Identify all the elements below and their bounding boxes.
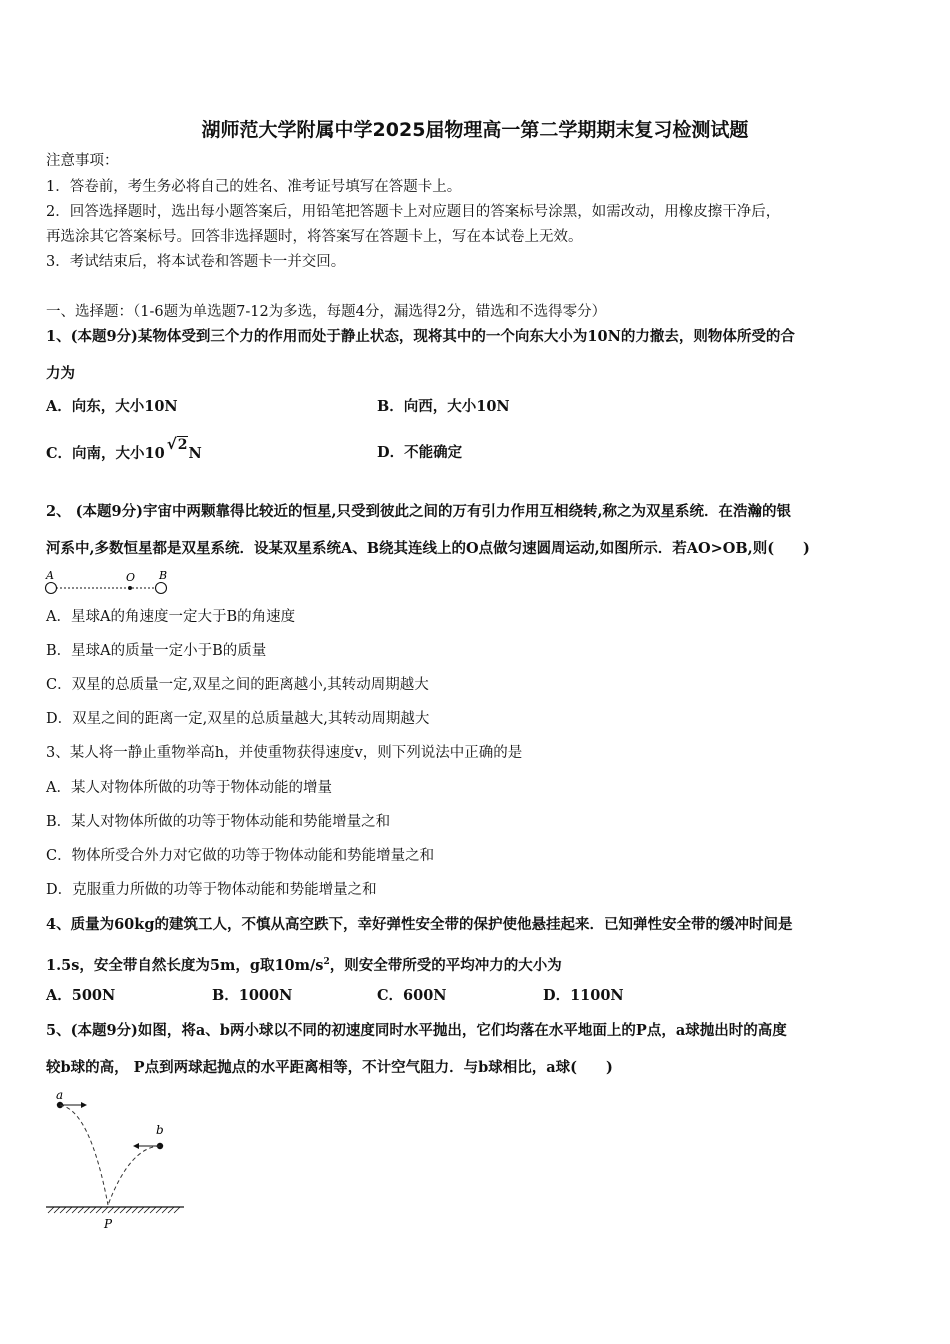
q2-option-d: D．双星之间的距离一定,双星的总质量越大,其转动周期越大: [46, 711, 430, 727]
q2-option-c: C．双星的总质量一定,双星之间的距离越小,其转动周期越大: [46, 677, 429, 693]
q1-option-a: A．向东，大小10N: [46, 398, 178, 415]
projectile-figure: [40, 1085, 190, 1235]
q4-stem-text: 1.5s，安全带自然长度为5m，g取10m/s: [46, 956, 324, 974]
trajectory-b: [108, 1146, 160, 1205]
trajectory-a: [60, 1105, 108, 1205]
q4-stem: 4、质量为60kg的建筑工人，不慎从高空跌下，幸好弹性安全带的保护使他悬挂起来．已知弹性安全带的缓冲时间是: [46, 916, 793, 933]
notice-item: 再选涂其它答案标号。回答非选择题时，将答案写在答题卡上，写在本试卷上无效。: [46, 229, 583, 245]
superscript: 2: [323, 957, 330, 967]
q1-option-c-text: C．向南，大小10: [46, 445, 165, 462]
q1-option-c: [46, 435, 202, 463]
notice-item: 3．考试结束后，将本试卷和答题卡一并交回。: [46, 254, 346, 270]
q1-option-b: B．向西，大小10N: [377, 398, 510, 415]
q5-stem: 5、(本题9分)如图，将a、b两小球以不同的初速度同时水平抛出，它们均落在水平地面上的P点，a球抛出时的高度: [46, 1022, 787, 1039]
q4-option-c: C．600N: [377, 987, 447, 1004]
q1-stem: 1、(本题9分)某物体受到三个力的作用而处于静止状态，现将其中的一个向东大小为10N的力撤去，则物体所受的合: [46, 328, 795, 345]
label-b: B: [159, 569, 168, 582]
center-o-dot: [128, 586, 132, 590]
q3-stem: 3、某人将一静止重物举高h，并使重物获得速度v，则下列说法中正确的是: [46, 745, 523, 761]
label-a: A: [46, 569, 54, 582]
star-a-circle: [46, 583, 57, 594]
page-title: 湖师范大学附属中学2025届物理高一第二学期期末复习检测试题: [201, 119, 749, 141]
q5-stem-cont: 较b球的高， P点到两球起抛点的水平距离相等，不计空气阻力．与b球相比，a球( ): [46, 1059, 613, 1076]
q3-option-a: A．某人对物体所做的功等于物体动能的增量: [46, 780, 332, 796]
q3-option-d: D．克服重力所做的功等于物体动能和势能增量之和: [46, 882, 377, 898]
q2-stem-cont: 河系中,多数恒星都是双星系统．设某双星系统A、B绕其连线上的O点做匀速圆周运动,如图所示．若AO>OB,则( ): [46, 540, 810, 557]
sqrt-radicand: 2: [177, 437, 188, 453]
q3-option-c: C．物体所受合外力对它做的功等于物体动能和势能增量之和: [46, 848, 435, 864]
label-o: O: [126, 571, 136, 584]
label-ball-a: a: [56, 1088, 64, 1102]
star-b-circle: [156, 583, 167, 594]
q4-stem-text-end: ，则安全带所受的平均冲力的大小为: [329, 956, 562, 974]
q3-option-b: B．某人对物体所做的功等于物体动能和势能增量之和: [46, 814, 391, 830]
label-ball-b: b: [156, 1123, 164, 1137]
sqrt-symbol: √2: [166, 435, 188, 453]
notice-item: 1．答卷前，考生务必将自己的姓名、准考证号填写在答题卡上。: [46, 179, 462, 195]
q4-option-a: A．500N: [46, 987, 116, 1004]
q1-option-d: D．不能确定: [377, 444, 463, 461]
q2-option-b: B．星球A的质量一定小于B的质量: [46, 643, 267, 659]
q2-option-a: A．星球A的角速度一定大于B的角速度: [46, 609, 296, 625]
q1-option-c-unit: N: [188, 445, 202, 462]
q4-option-d: D．1100N: [543, 987, 624, 1004]
q4-option-b: B．1000N: [212, 987, 293, 1004]
notice-item: 2．回答选择题时，选出每小题答案后，用铅笔把答题卡上对应题目的答案标号涂黑，如需改动，用橡皮擦干净后，: [46, 204, 781, 220]
notice-heading: 注意事项：: [46, 153, 119, 169]
q4-stem-cont: [46, 953, 562, 975]
q1-stem-cont: 力为: [46, 365, 75, 382]
section-heading: 一、选择题：（1-6题为单选题7-12为多选，每题4分，漏选得2分，错选和不选得零分）: [46, 304, 607, 320]
label-point-p: P: [104, 1217, 113, 1231]
ground-hatching: [48, 1207, 180, 1213]
q2-stem: 2、 (本题9分)宇宙中两颗靠得比较近的恒星,只受到彼此之间的万有引力作用互相绕转,称之为双星系统．在浩瀚的银: [46, 503, 792, 520]
binary-star-figure: [40, 568, 180, 596]
